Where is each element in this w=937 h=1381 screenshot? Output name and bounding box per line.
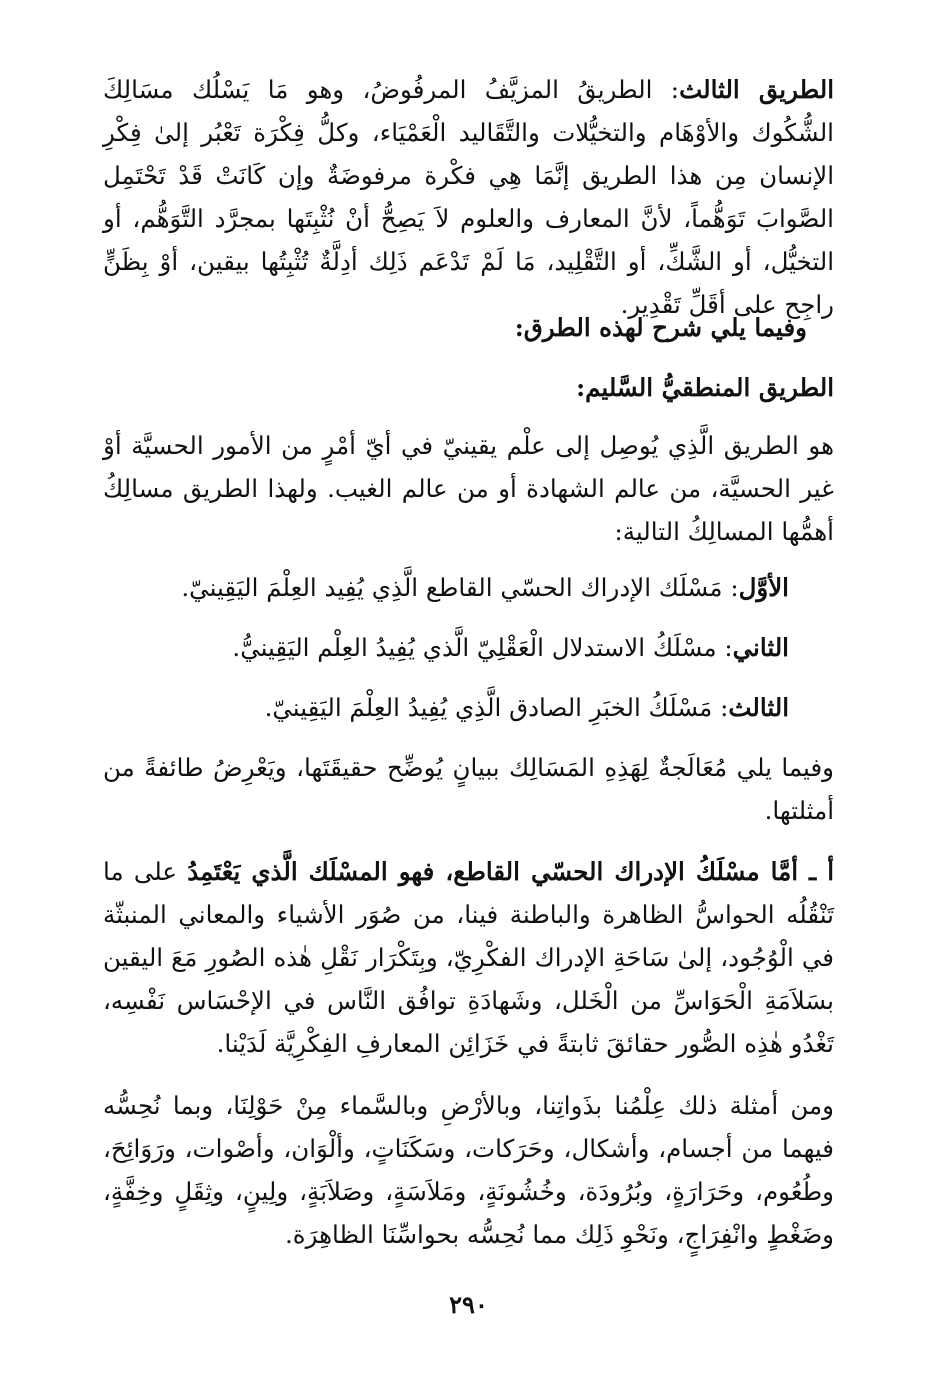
list-item-label: الأوَّل [738, 573, 789, 602]
paragraph-examples: ومن أمثلة ذلك عِلْمُنا بذَواتِنا، وبالأرْضِ وبالسَّماء مِنْ حَوْلِنَا، وبما نُحِسُّه فيهما من أجسام، وأشكال، وحَرَكات، وسَكَنَاتٍ، وألْوَان، وأصْوات، ورَوَائِحَ، وطُعُوم، وحَرَارَةٍ، وبُرُودَة، وخُشُونَةٍ، ومَلاَسَةٍ، وصَلاَبَةٍ، ولِينٍ، وثِقَلٍ وخِفَّةٍ، وضَغْطٍ وانْفِرَاجٍ، ونَحْوِ ذَلِك مما نُحِسُّه بحواسِّنَا الظاهِرَة. [103, 1091, 834, 1249]
paragraph-lead: أ ـ أمَّا مسْلَكُ الإدراك الحسّي القاطع، فهو المسْلَك الَّذي يَعْتَمِدُ [187, 857, 834, 886]
list-item-text: : مَسْلَكُ الخبَرِ الصادق الَّذِي يُفِيدُ العِلْمَ اليَقِينيّ. [264, 693, 729, 722]
paragraph-treatment: وفيما يلي مُعَالَجةٌ لِهَذِهِ المَسَالِك ببيانٍ يُوضِّح حقيقَتَها، ويَعْرِضُ طائفةً من أمثلتها. [103, 753, 834, 825]
paragraph-text: : الطريقُ المزيَّفُ المرفُوضُ، وهو مَا يَسْلُك مسَالِكَ الشُّكُوك والأوْهَام والتخيُّلات والتَّقَاليد الْعَمْيَاء، وكلُّ فِكْرَة تَعْبُر إلىٰ فِكْرِ الإنسان مِن هذا الطريق إنَّمَا هِي فكْرة مرفوضَةٌ وإن كَانَتْ قَدْ تَحْتَمِل الصَّوابَ تَوَهُّماً، لأنَّ المعارف والعلوم لاَ يَصِحُّ أنْ نُثْبِتَها بمجرَّد التَّوَهُّم، أو التخيُّل، أو الشَّكِّ، أو التَّقْلِيد، مَا لَمْ تَدْعَم ذَلِك أدِلَّةٌ تُثْبِتُها بيقين، أوْ بِظَنٍّ راجِح على أقَلِّ تَقْدِير. [103, 75, 834, 319]
paragraph-lead: الطريق الثالث [679, 75, 834, 104]
paragraph-sound-path: هو الطريق الَّذِي يُوصِل إلى علْم يقينيّ في أيّ أمْرٍ من الأمور الحسيَّة أوْ غير الحسيَّة، من عالم الشهادة أو من عالم الغيب. ولهذا الطريق مسالِكُ أهمُّها المسالِكُ التالية: [103, 431, 834, 546]
paragraph-third-path [103, 68, 834, 326]
paragraph-sensory-perception [103, 850, 834, 1065]
section-heading-sound-path: الطريق المنطقيُّ السَّليم: [576, 373, 834, 402]
list-item-third [103, 686, 789, 729]
list-item-first [103, 566, 789, 609]
paragraph-text: على ما تَنْقُلُه الحواسُّ الظاهرة والباطنة فينا، من صُوَر الأشياء والمعاني المنبثّة في الْوُجُود، إلىٰ سَاحَةِ الإدراك الفكْرِيّ، وبِتَكْرَار نَقْلِ هٰذه الصُورِ مَعَ اليقين بسَلاَمَةِ الْحَوَاسِّ من الْخَلل، وشَهادَةِ توافُق النَّاس في الإحْسَاس نَفْسِه، تَغْدُو هٰذِه الصُّور حقائقَ ثابتةً في خَزَائِن المعارفِ الفِكْرِيَّة لَدَيْنا. [103, 857, 834, 1058]
list-item-label: الثالث [728, 693, 789, 722]
list-item-text: : مسْلَكُ الاستدلال الْعَقْلِيّ الَّذي يُفِيدُ العِلْم اليَقِينيُّ. [232, 633, 733, 662]
list-item-second [103, 626, 789, 669]
section-heading-explain: وفيما يلي شرح لهذه الطرق: [514, 313, 807, 342]
list-item-text: : مَسْلَك الإدراك الحسّي القاطع الَّذِي يُفِيد العِلْمَ اليَقِينيّ. [181, 573, 739, 602]
list-item-label: الثاني [732, 633, 789, 662]
page-number: ٢٩٠ [449, 1290, 488, 1319]
